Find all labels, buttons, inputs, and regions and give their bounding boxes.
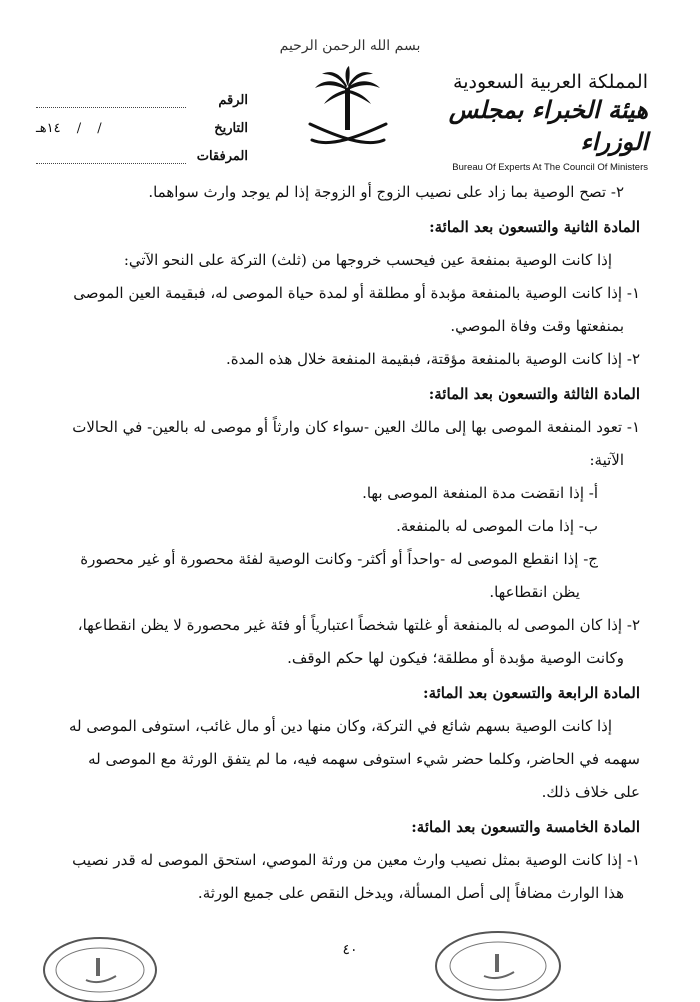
document-body <box>60 176 640 910</box>
paragraph: ٢- تصح الوصية بما زاد على نصيب الزوج أو الزوجة إذا لم يوجد وارث سواهما. <box>148 183 624 201</box>
palm-and-swords-emblem-icon <box>300 66 396 152</box>
article-heading: المادة الثالثة والتسعون بعد المائة: <box>428 385 640 403</box>
article-heading: المادة الثانية والتسعون بعد المائة: <box>429 218 640 236</box>
organization-name: هيئة الخبراء بمجلس الوزراء <box>448 95 648 156</box>
sub-clause: ب- إذا مات الموصى له بالمنفعة. <box>396 517 598 535</box>
clause: ١- إذا كانت الوصية بالمنفعة مؤبدة أو مطلقة أو لمدة حياة الموصى له، فبقيمة العين الموصى بمنفعتها وقت وفاة الموصي. <box>73 284 640 335</box>
reference-field <box>36 93 186 108</box>
paragraph: إذا كانت الوصية بمنفعة عين فيحسب خروجها من (ثلث) التركة على النحو الآتي: <box>123 251 612 269</box>
clause: ١- إذا كانت الوصية بمثل نصيب وارث معين من ورثة الموصي، استحق الموصى له قدر نصيب هذا الوارث مضافاً إلى أصل المسألة، ويدخل النقص على جميع الورثة. <box>72 851 640 902</box>
attachments-field <box>36 149 186 164</box>
clause: ٢- إذا كان الموصى له بالمنفعة أو غلتها شخصاً اعتبارياً أو فئة غير محصورة لا يظن انقطاعها، وكانت الوصية مؤبدة أو مطلقة؛ فيكون لها حكم الوقف. <box>77 616 640 667</box>
document-meta <box>36 80 248 164</box>
article-heading: المادة الرابعة والتسعون بعد المائة: <box>423 684 640 702</box>
clause: ٢- إذا كانت الوصية بالمنفعة مؤقتة، فبقيمة المنفعة خلال هذه المدة. <box>226 350 640 368</box>
page-number: ٤٠ <box>342 942 358 958</box>
reference-row <box>36 80 248 108</box>
reference-label: الرقم <box>218 93 248 108</box>
date-label: التاريخ <box>214 121 248 136</box>
organization-heading <box>448 70 648 173</box>
country-name: المملكة العربية السعودية <box>453 71 648 93</box>
round-stamp-icon <box>432 922 564 1002</box>
sub-clause: ج- إذا انقطع الموصى له -واحداً أو أكثر- وكانت الوصية لفئة محصورة أو غير محصورة يظن انقطاعها. <box>80 550 598 601</box>
basmala: بسم الله الرحمن الرحيم <box>279 38 421 54</box>
article-heading: المادة الخامسة والتسعون بعد المائة: <box>411 818 640 836</box>
round-stamp-icon <box>40 930 160 1002</box>
date-value: / / ١٤هـ <box>36 121 102 136</box>
attachments-row <box>36 136 248 164</box>
date-row <box>36 108 248 136</box>
organization-name-english: Bureau Of Experts At The Council Of Ministers <box>452 162 648 173</box>
paragraph: إذا كانت الوصية بسهم شائع في التركة، وكان منها دين أو مال غائب، استوفى الموصى له سهمه في الحاضر، وكلما حضر شيء استوفى سهمه فيه، ما لم يتفق الورثة مع الموصى له على خلاف ذلك. <box>69 717 640 801</box>
clause: ١- تعود المنفعة الموصى بها إلى مالك العين -سواء كان وارثاً أو موصى له بالعين- في الحالات الآتية: <box>72 418 640 469</box>
attachments-label: المرفقات <box>196 149 248 164</box>
sub-clause: أ- إذا انقضت مدة المنفعة الموصى بها. <box>362 484 598 502</box>
